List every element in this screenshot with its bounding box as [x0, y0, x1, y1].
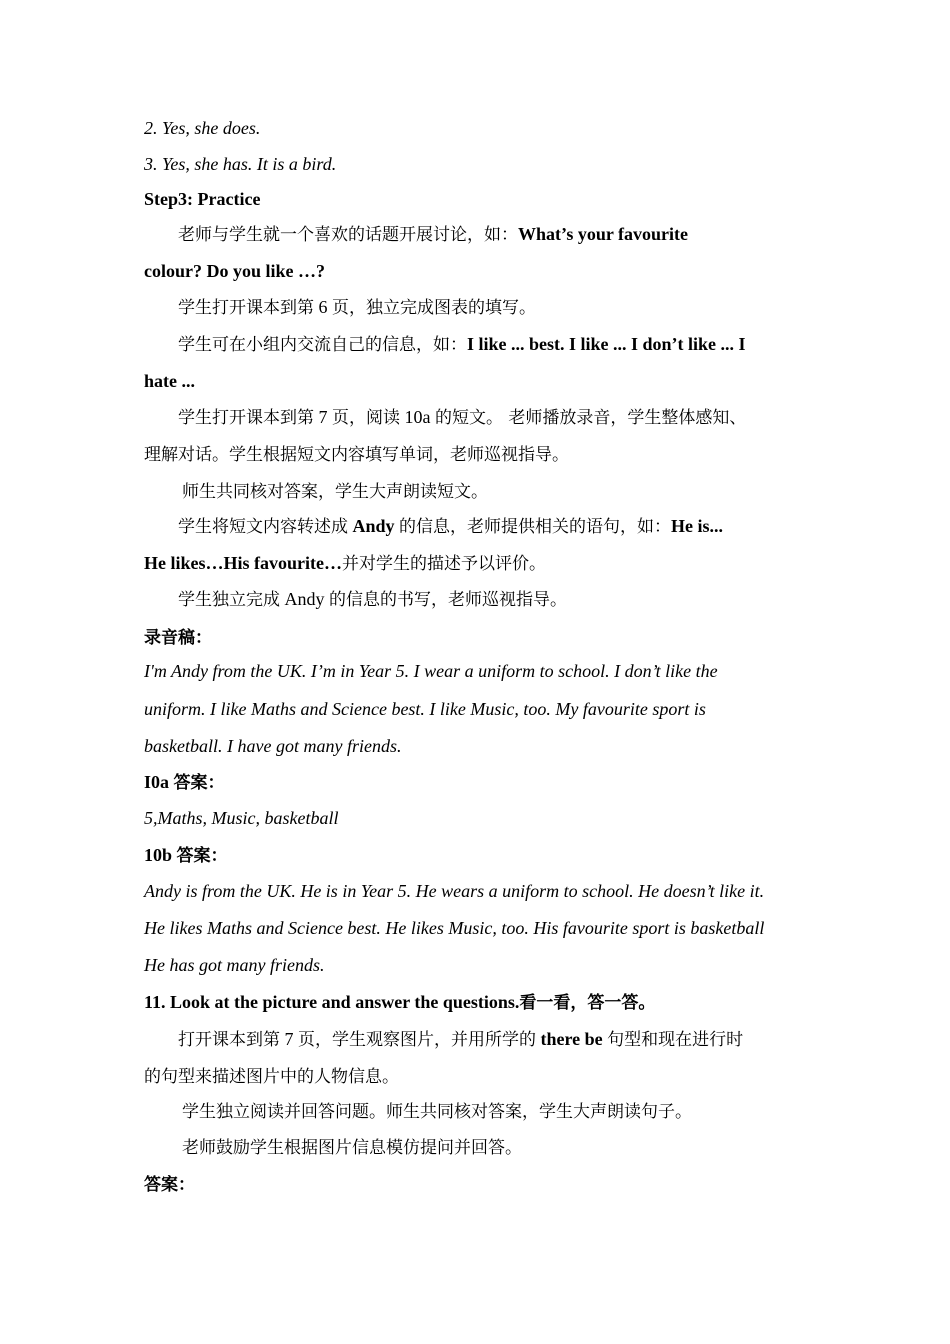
- paragraph-discussion-cont: colour? Do you like …?: [144, 261, 326, 281]
- transcript-line-2: uniform. I like Maths and Science best. I like Music, too. My favourite sport is: [144, 699, 706, 719]
- answers-10b-line-3: He has got many friends.: [144, 955, 325, 975]
- text-en-bold: He likes…His favourite…: [144, 553, 342, 573]
- text-cn: 理解对话。学生根据短文内容填写单词，老师巡视指导。: [144, 445, 569, 465]
- name-andy: Andy: [280, 589, 329, 609]
- heading-10b-answers: [144, 844, 228, 867]
- paragraph-discussion: [178, 223, 688, 246]
- exercise-label: I0a: [144, 772, 174, 792]
- transcript-line-3: basketball. I have got many friends.: [144, 736, 402, 756]
- transcript-line-1: I'm Andy from the UK. I’m in Year 5. I wear a uniform to school. I don’t like the: [144, 661, 718, 681]
- text-cn: 的短文。 老师播放录音，学生整体感知、: [435, 408, 747, 428]
- answers-10b-line-1: Andy is from the UK. He is in Year 5. He wears a uniform to school. He doesn’t like it.: [144, 881, 765, 901]
- text-cn: 页，独立完成图表的填写。: [332, 298, 536, 318]
- paragraph-retell-andy: [178, 515, 723, 538]
- paragraph-answer-questions: [182, 1100, 692, 1123]
- text-cn: 学生打开课本到第: [178, 408, 314, 428]
- answers-10b-line-2: He likes Maths and Science best. He likes Music, too. His favourite sport is basketball: [144, 918, 765, 938]
- paragraph-group-exchange: [178, 333, 746, 356]
- text-en-bold: What’s your favourite: [518, 224, 688, 244]
- text-cn: 句型和现在进行时: [607, 1030, 744, 1050]
- paragraph-open-page6: [178, 296, 536, 319]
- text-cn: 学生独立阅读并回答问题。师生共同核对答案，学生大声朗读句子。: [182, 1102, 692, 1122]
- text-en-bold: I like ... best. I like ... I don’t like ... I: [467, 334, 746, 354]
- text-en-bold: He is...: [671, 516, 724, 536]
- text-cn-bold: 答案：: [173, 773, 225, 793]
- text-cn-bold: 答案：: [144, 1175, 195, 1195]
- name-andy: Andy: [348, 516, 400, 536]
- text-en-bold: 11. Look at the picture and answer the questions.: [144, 992, 520, 1012]
- page-number: 7: [314, 407, 332, 427]
- text-cn: 页，阅读: [332, 408, 400, 428]
- text-cn: 学生将短文内容转述成: [178, 517, 348, 537]
- text-en-bold: there be: [536, 1029, 608, 1049]
- answer-3: 3. Yes, she has. It is a bird.: [144, 154, 337, 174]
- text-cn: 学生打开课本到第: [178, 298, 314, 318]
- text-cn: 的句型来描述图片中的人物信息。: [144, 1067, 399, 1087]
- exercise-label: 10b: [144, 845, 177, 865]
- text-cn: 并对学生的描述予以评价。: [341, 554, 546, 574]
- paragraph-write-andy: [178, 588, 567, 611]
- page-number: 7: [280, 1029, 298, 1049]
- heading-exercise-11: [144, 991, 655, 1014]
- answers-10a: 5,Maths, Music, basketball: [144, 808, 339, 828]
- text-cn-bold: 录音稿：: [144, 628, 212, 648]
- heading-answers: [144, 1173, 195, 1196]
- heading-10a-answers: [144, 771, 225, 794]
- text-cn-bold: 看一看，答一答。: [519, 993, 656, 1013]
- exercise-ref: 10a: [400, 407, 435, 427]
- text-cn: 打开课本到第: [178, 1030, 280, 1050]
- paragraph-open-page7: [178, 406, 746, 429]
- paragraph-check-answers: [182, 480, 488, 503]
- paragraph-observe-picture-cont: [144, 1065, 399, 1088]
- text-cn: 的信息的书写，老师巡视指导。: [329, 590, 567, 610]
- paragraph-retell-andy-cont: [144, 552, 546, 575]
- text-cn: 老师鼓励学生根据图片信息模仿提问并回答。: [182, 1138, 522, 1158]
- text-cn: 师生共同核对答案，学生大声朗读短文。: [182, 482, 488, 502]
- answer-2: 2. Yes, she does.: [144, 118, 261, 138]
- text-cn: 学生可在小组内交流自己的信息，如：: [178, 335, 467, 355]
- text-cn: 学生独立完成: [178, 590, 280, 610]
- text-cn-bold: 答案：: [176, 846, 228, 866]
- heading-transcript: [144, 626, 212, 649]
- paragraph-imitate-questions: [182, 1136, 522, 1159]
- section-heading-step3: Step3: Practice: [144, 189, 261, 209]
- paragraph-open-page7-cont: [144, 443, 569, 466]
- paragraph-observe-picture: [178, 1028, 743, 1051]
- text-cn: 页，学生观察图片，并用所学的: [298, 1030, 536, 1050]
- text-cn: 老师与学生就一个喜欢的话题开展讨论，如：: [178, 225, 518, 245]
- page-number: 6: [314, 297, 332, 317]
- paragraph-group-exchange-cont: hate ...: [144, 371, 195, 391]
- text-cn: 的信息，老师提供相关的语句，如：: [399, 517, 672, 537]
